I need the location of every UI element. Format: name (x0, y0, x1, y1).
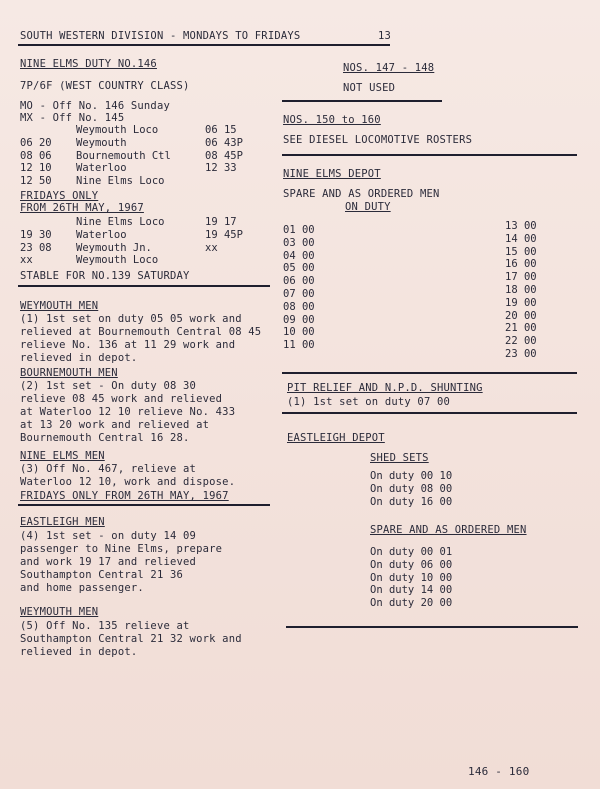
list-item: 18 00 (505, 283, 537, 296)
text-line: Southampton Central 21 36 (20, 569, 184, 581)
section-rule (286, 626, 578, 628)
fridays-only-title: FRIDAYS ONLY (20, 190, 99, 202)
page-range: 146 - 160 (468, 765, 530, 778)
list-item: 16 00 (505, 258, 537, 271)
list-item: 22 00 (505, 335, 537, 348)
section-rule (18, 504, 270, 506)
note-mo: MO - Off No. 146 Sunday (20, 100, 170, 112)
pit-relief-heading: PIT RELIEF AND N.P.D. SHUNTING (287, 382, 483, 394)
list-item: On duty 16 00 (370, 495, 453, 508)
list-item: 01 00 (283, 224, 315, 236)
on-duty-times-right (505, 220, 565, 361)
header-rule (18, 44, 390, 46)
nos147-heading: NOS. 147 - 148 (343, 62, 435, 74)
list-item: 10 00 (283, 326, 315, 339)
on-duty-subheading: ON DUTY (345, 201, 391, 213)
list-item: 23 00 (505, 347, 537, 360)
list-item: On duty 20 00 (370, 597, 453, 610)
spare-men-list (370, 546, 490, 610)
fridays-from-date: FROM 26TH MAY, 1967 (20, 202, 144, 214)
list-item: 17 00 (505, 271, 537, 284)
note-mx: MX - Off No. 145 (20, 112, 125, 124)
section-rule (282, 100, 442, 102)
on-duty-times-left (283, 224, 343, 352)
timing-table (20, 124, 270, 188)
text-line: relieve No. 136 at 11 29 work and (20, 339, 236, 351)
section-rule (18, 285, 270, 287)
text-line: Waterloo 12 10, work and dispose. (20, 476, 236, 488)
page-number: 13 (378, 30, 392, 42)
section-rule (282, 412, 577, 414)
text-line: relieved in depot. (20, 352, 138, 364)
list-item: 03 00 (283, 236, 315, 249)
eastleigh-men-heading: EASTLEIGH MEN (20, 516, 105, 528)
text-line: relieved in depot. (20, 646, 138, 658)
list-item: On duty 00 01 (370, 546, 453, 558)
stable-note: STABLE FOR NO.139 SATURDAY (20, 270, 190, 282)
pit-relief-text: (1) 1st set on duty 07 00 (287, 396, 451, 408)
section-rule (282, 372, 577, 374)
text-line: (5) Off No. 135 relieve at (20, 620, 190, 632)
list-item: On duty 08 00 (370, 482, 453, 495)
text-line: and work 19 17 and relieved (20, 556, 197, 568)
fridays-only-note: FRIDAYS ONLY FROM 26TH MAY, 1967 (20, 490, 229, 502)
list-item: 21 00 (505, 322, 537, 335)
table-row: 08 06 Bournemouth Ctl 08 45P (20, 149, 243, 162)
table-row: 23 08 Weymouth Jn. xx (20, 241, 218, 254)
text-line: and home passenger. (20, 582, 144, 594)
friday-timing-table (20, 216, 270, 267)
spare-men-heading: SPARE AND AS ORDERED MEN (370, 524, 527, 536)
table-row: 06 20 Weymouth 06 43P (20, 136, 243, 149)
table-row: xx Weymouth Loco (20, 254, 159, 267)
table-row: 12 10 Waterloo 12 33 (20, 162, 237, 175)
list-item: 13 00 (505, 220, 537, 232)
text-line: at Waterloo 12 10 relieve No. 433 (20, 406, 236, 418)
text-line: (1) 1st set on duty 05 05 work and (20, 313, 242, 325)
list-item: On duty 10 00 (370, 571, 453, 584)
nos147-text: NOT USED (343, 82, 396, 94)
bournemouth-men-heading: BOURNEMOUTH MEN (20, 367, 118, 379)
list-item: 06 00 (283, 275, 315, 288)
text-line: at 13 20 work and relieved at (20, 419, 210, 431)
shed-sets-list (370, 470, 490, 508)
list-item: 04 00 (283, 249, 315, 262)
table-row: 19 30 Waterloo 19 45P (20, 228, 243, 241)
list-item: 08 00 (283, 300, 315, 313)
list-item: On duty 14 00 (370, 584, 453, 597)
list-item: 14 00 (505, 232, 537, 245)
text-line: (4) 1st set - on duty 14 09 (20, 530, 197, 542)
list-item: On duty 06 00 (370, 558, 453, 571)
loco-class: 7P/6F (WEST COUNTRY CLASS) (20, 80, 190, 92)
section-rule (282, 154, 577, 156)
nine-elms-depot-heading: NINE ELMS DEPOT (283, 168, 381, 180)
table-row: Weymouth Loco 06 15 (76, 124, 237, 136)
list-item: 05 00 (283, 262, 315, 275)
weymouth-men-heading: WEYMOUTH MEN (20, 300, 99, 312)
text-line: relieve 08 45 work and relieved (20, 393, 223, 405)
nos150-text: SEE DIESEL LOCOMOTIVE ROSTERS (283, 134, 473, 146)
nos150-heading: NOS. 150 to 160 (283, 114, 381, 126)
table-row: 12 50 Nine Elms Loco (20, 175, 165, 188)
text-line: (2) 1st set - On duty 08 30 (20, 380, 197, 392)
nine-elms-men-heading: NINE ELMS MEN (20, 450, 105, 462)
division-title: SOUTH WESTERN DIVISION - MONDAYS TO FRIDAYS (20, 30, 301, 42)
list-item: 09 00 (283, 313, 315, 326)
text-line: Bournemouth Central 16 28. (20, 432, 190, 444)
list-item: On duty 00 10 (370, 470, 453, 482)
text-line: (3) Off No. 467, relieve at (20, 463, 197, 475)
list-item: 19 00 (505, 296, 537, 309)
duty146-heading: NINE ELMS DUTY NO.146 (20, 58, 157, 70)
spare-men-subheading: SPARE AND AS ORDERED MEN (283, 188, 440, 200)
eastleigh-depot-heading: EASTLEIGH DEPOT (287, 432, 385, 444)
text-line: Southampton Central 21 32 work and (20, 633, 242, 645)
list-item: 11 00 (283, 339, 315, 352)
text-line: passenger to Nine Elms, prepare (20, 543, 223, 555)
weymouth-men-heading-2: WEYMOUTH MEN (20, 606, 99, 618)
table-row: Nine Elms Loco 19 17 (76, 216, 237, 228)
list-item: 15 00 (505, 245, 537, 258)
shed-sets-heading: SHED SETS (370, 452, 429, 464)
list-item: 07 00 (283, 287, 315, 300)
list-item: 20 00 (505, 309, 537, 322)
text-line: relieved at Bournemouth Central 08 45 (20, 326, 262, 338)
